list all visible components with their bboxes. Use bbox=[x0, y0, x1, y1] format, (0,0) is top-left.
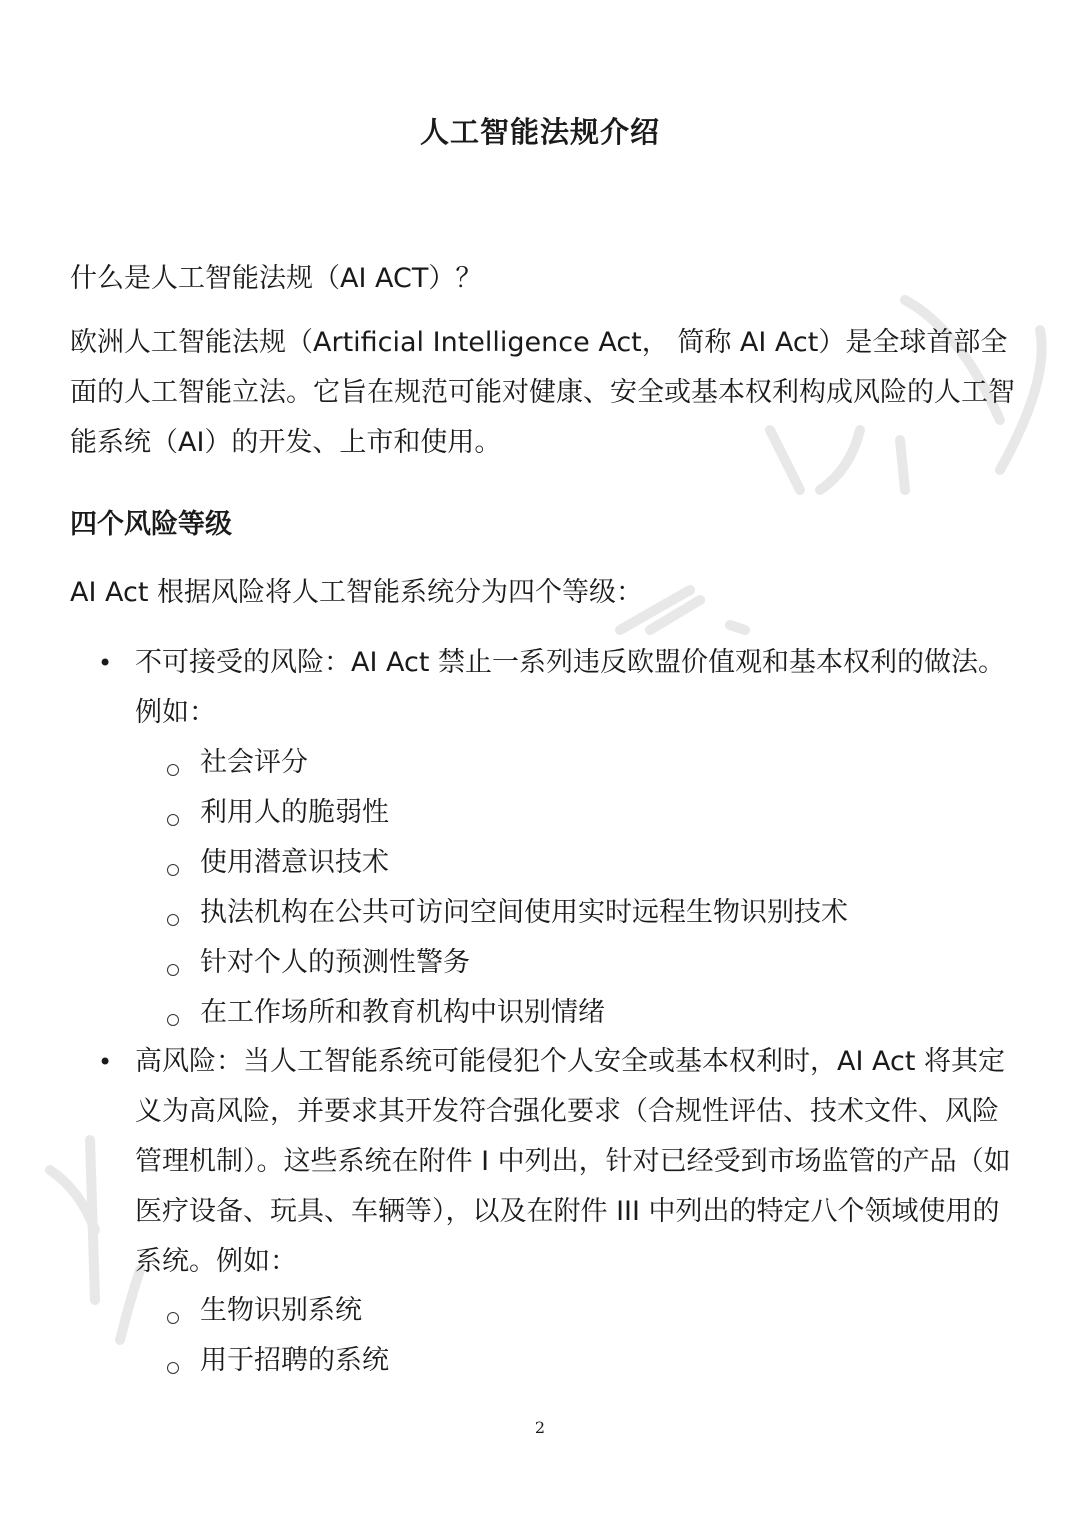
sub-item: 执法机构在公共可访问空间使用实时远程生物识别技术 bbox=[200, 897, 848, 928]
bullet-marker: • bbox=[98, 649, 113, 677]
section-heading-what-is-ai-act: 什么是人工智能法规（AI ACT）？ bbox=[70, 263, 483, 294]
sub-item: 利用人的脆弱性 bbox=[200, 797, 389, 828]
sub-item: 社会评分 bbox=[200, 747, 308, 778]
sub-item: 针对个人的预测性警务 bbox=[200, 947, 470, 978]
sub-bullet-marker bbox=[167, 964, 179, 976]
bullet-high-risk: 高风险：当人工智能系统可能侵犯个人安全或基本权利时，AI Act 将其定义为高风险，并要求其开发符合强化要求（合规性评估、技术文件、风险管理机制）。这些系统在附件 I 中列出，针对已经受到市场监管的产品（如医疗设备、玩具、车辆等），以及在附件 III 中列出的特定八个领域使用的系统。例如： bbox=[135, 1046, 1011, 1277]
sub-bullet-marker bbox=[167, 1014, 179, 1026]
sub-bullet-marker bbox=[167, 1362, 179, 1374]
sub-bullet-marker bbox=[167, 764, 179, 776]
sub-item: 在工作场所和教育机构中识别情绪 bbox=[200, 997, 605, 1028]
sub-bullet-marker bbox=[167, 914, 179, 926]
page-number: 2 bbox=[534, 1418, 546, 1437]
sub-bullet-marker bbox=[167, 1312, 179, 1324]
document-title: 人工智能法规介绍 bbox=[419, 115, 660, 149]
sub-item: 用于招聘的系统 bbox=[200, 1345, 389, 1376]
intro-paragraph: 欧洲人工智能法规（Artificial Intelligence Act， 简称 AI Act）是全球首部全面的人工智能立法。它旨在规范可能对健康、安全或基本权利构成风险的人工智能系统（AI）的开发、上市和使用。 bbox=[70, 327, 1015, 458]
sub-bullet-marker bbox=[167, 814, 179, 826]
bullet-marker: • bbox=[98, 1048, 113, 1076]
sub-item: 生物识别系统 bbox=[200, 1295, 362, 1326]
sub-bullet-marker bbox=[167, 864, 179, 876]
bullet-unacceptable-risk: 不可接受的风险：AI Act 禁止一系列违反欧盟价值观和基本权利的做法。例如： bbox=[135, 647, 1006, 728]
section-heading-risk-levels: 四个风险等级 bbox=[70, 509, 232, 540]
sub-item: 使用潜意识技术 bbox=[200, 847, 389, 878]
risk-levels-intro: AI Act 根据风险将人工智能系统分为四个等级： bbox=[70, 577, 644, 608]
